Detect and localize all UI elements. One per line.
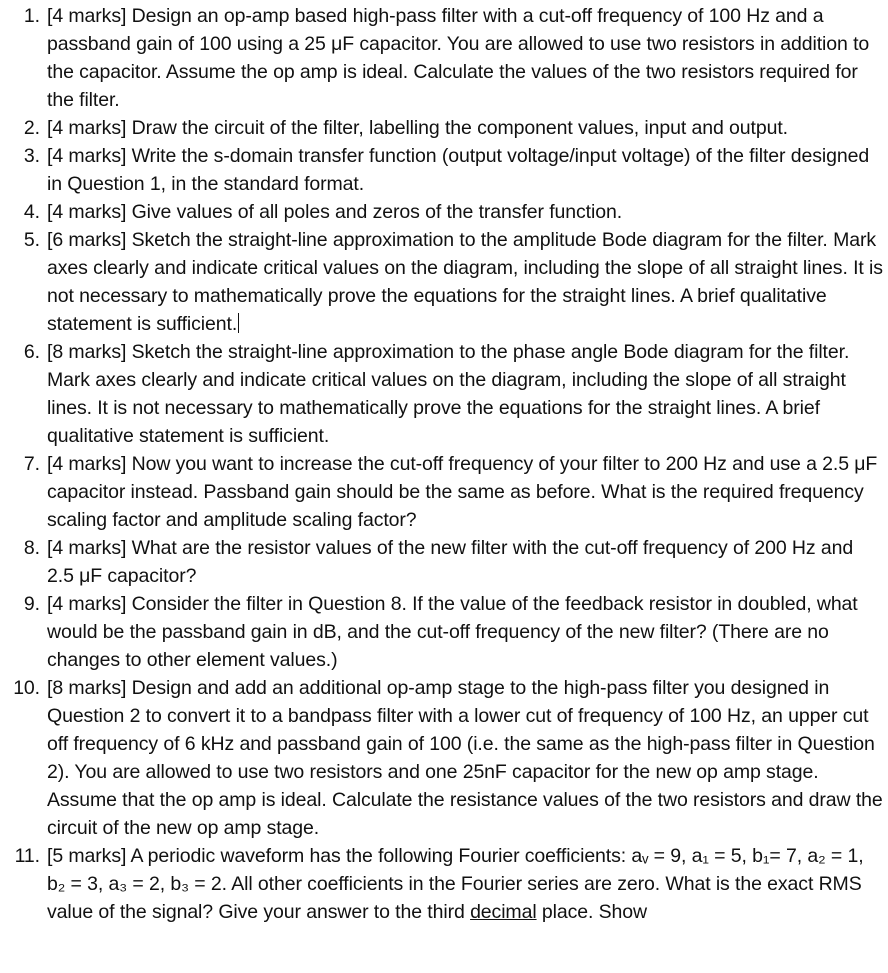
question-number: 6. — [23, 341, 40, 363]
question-text: [4 marks] Give values of all poles and zeros of the transfer function. — [47, 201, 623, 223]
question-6 — [0, 338, 884, 450]
question-text: [4 marks] Design an op-amp based high-pass filter with a cut-off frequency of 100 Hz and a passband gain of 100 using a 25 μF capacitor. You are allowed to use two resistors in addition to the capacitor. Assume the op amp is ideal. Calculate the values of the two resistors required for the filter. — [47, 5, 870, 111]
question-11 — [0, 842, 884, 926]
question-number: 10. — [13, 677, 40, 699]
question-number: 8. — [23, 537, 40, 559]
question-number: 9. — [23, 593, 40, 615]
question-text: [4 marks] Consider the filter in Question 8. If the value of the feedback resistor in doubled, what would be the passband gain in dB, and the cut-off frequency of the new filter? (There are no changes to other element values.) — [47, 593, 858, 671]
question-number: 11. — [14, 845, 40, 867]
question-5 — [0, 226, 884, 338]
question-8 — [0, 534, 884, 590]
question-text: [4 marks] Draw the circuit of the filter, labelling the component values, input and output. — [47, 117, 788, 139]
question-text: [8 marks] Design and add an additional op-amp stage to the high-pass filter you designed in Question 2 to convert it to a bandpass filter with a lower cut of frequency of 100 Hz, an upper cut off frequency of 6 kHz and passband gain of 100 (i.e. the same as the high-pass filter in Question 2). You are allowed to use two resistors and one 25nF capacitor for the new op amp stage. Assume that the op amp is ideal. Calculate the resistance values of the two resistors and draw the circuit of the new op amp stage. — [47, 677, 883, 839]
question-number: 4. — [23, 201, 40, 223]
question-text: [6 marks] Sketch the straight-line approximation to the amplitude Bode diagram for the filter. Mark axes clearly and indicate critical values on the diagram, including the slope of all straight lines. It is not necessary to mathematically prove the equations for the straight lines. A brief qualitative statement is sufficient. — [47, 229, 883, 335]
question-number: 7. — [23, 453, 40, 475]
question-text: [8 marks] Sketch the straight-line approximation to the phase angle Bode diagram for the filter. Mark axes clearly and indicate critical values on the diagram, including the slope of all straight lines. It is not necessary to mathematically prove the equations for the straight lines. A brief qualitative statement is sufficient. — [47, 341, 850, 447]
question-3 — [0, 142, 884, 198]
question-text-end: place. Show — [536, 901, 648, 923]
question-text: [4 marks] What are the resistor values of the new filter with the cut-off frequency of 200 Hz and 2.5 μF capacitor? — [47, 537, 854, 587]
question-number: 5. — [23, 229, 40, 251]
question-number: 3. — [23, 145, 40, 167]
underlined-word: decimal — [470, 901, 537, 923]
question-text: [4 marks] Write the s-domain transfer function (output voltage/input voltage) of the filter designed in Question 1, in the standard format. — [47, 145, 870, 195]
question-text: [4 marks] Now you want to increase the cut-off frequency of your filter to 200 Hz and use a 2.5 μF capacitor instead. Passband gain should be the same as before. What is the required frequency scaling factor and amplitude scaling factor? — [47, 453, 878, 531]
question-9 — [0, 590, 884, 674]
text-cursor — [238, 313, 239, 333]
question-2 — [0, 114, 884, 142]
question-7 — [0, 450, 884, 534]
question-4 — [0, 198, 884, 226]
question-list — [0, 2, 884, 926]
question-10 — [0, 674, 884, 842]
question-1 — [0, 2, 884, 114]
question-text: [5 marks] A periodic waveform has the following Fourier coefficients: aᵥ = 9, a₁ = 5, b₁= 7, a₂ = 1, b₂ = 3, a₃ = 2, b₃ = 2. All other coefficients in the Fourier series are zero. What is the exact RMS value of the signal? Give your answer to the third — [47, 845, 864, 923]
question-number: 2. — [23, 117, 40, 139]
question-number: 1. — [23, 5, 40, 27]
